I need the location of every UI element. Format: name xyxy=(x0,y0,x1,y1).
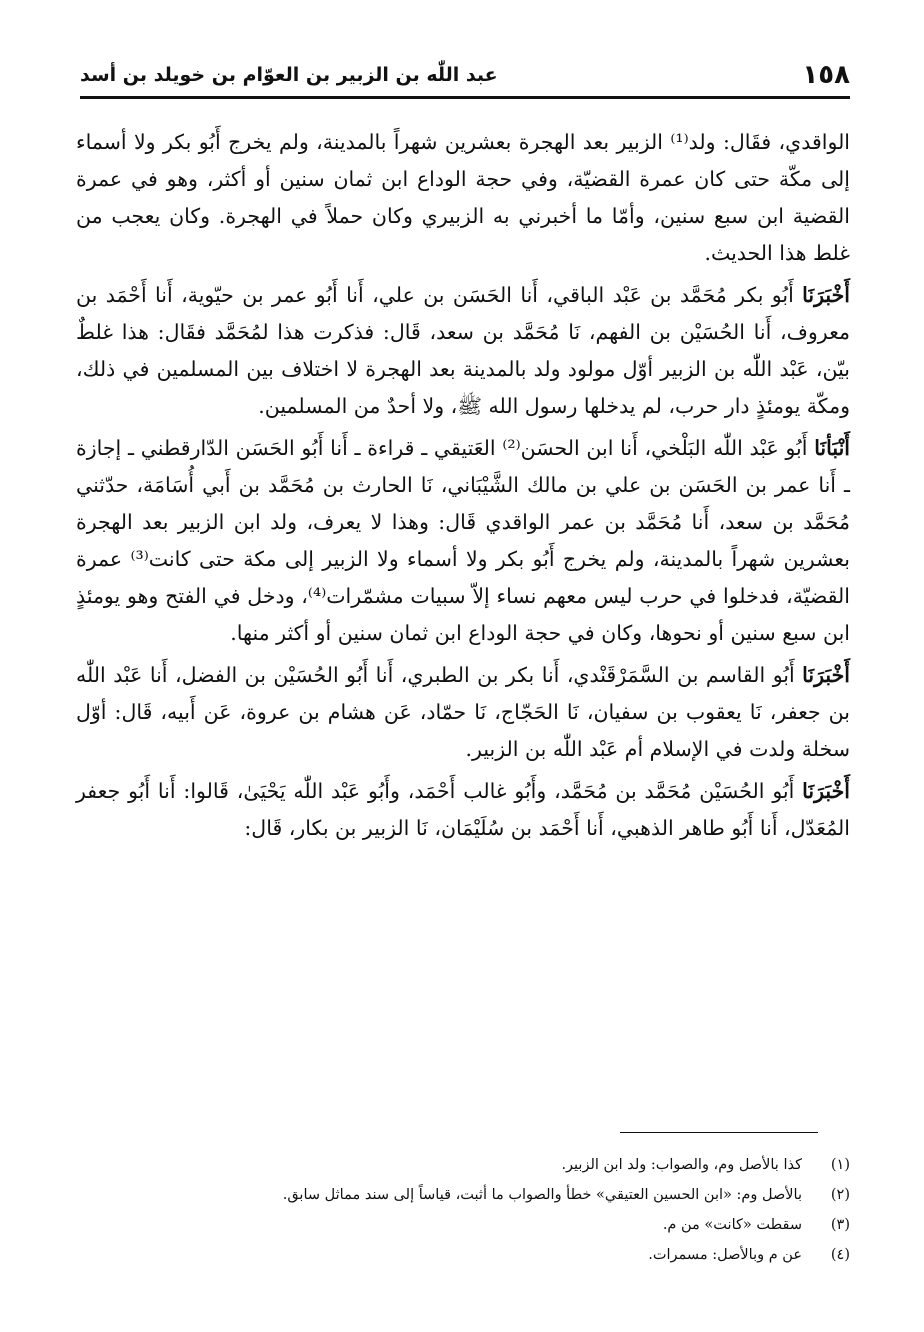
paragraph xyxy=(76,430,850,652)
paragraph-text: الواقدي، فقَال: ولد⁽¹⁾ الزبير بعد الهجرة بعشرين شهراً بالمدينة، ولم يخرج أَبُو بكر ولا أسماء إلى مكّة حتى كان عمرة القضيّة، وفي حجة الوداع ابن ثمان سنين أو أكثر، وهو في عمرة القضية ابن سبع سنين، وأمّا ما أخبرني به الزبيري وكان حملاً في الهجرة. وكان يعجب من غلط هذا الحديث. xyxy=(76,130,851,265)
paragraph xyxy=(76,773,850,847)
paragraph-lead: أَخْبَرَنَا xyxy=(802,283,850,307)
footnote xyxy=(76,1180,850,1210)
footnotes xyxy=(76,1150,850,1270)
footnote-number: (٢) xyxy=(830,1187,850,1203)
footnote-text: بالأصل وم: «ابن الحسين العتيقي» خطأ والصواب ما أثبت، قياساً إلى سند مماثل سابق. xyxy=(282,1187,802,1203)
footnote xyxy=(76,1150,850,1180)
paragraph xyxy=(76,657,850,768)
paragraph-lead: أَخْبَرَنَا xyxy=(802,663,850,687)
footnote-text: كذا بالأصل وم، والصواب: ولد ابن الزبير. xyxy=(561,1157,802,1173)
page-header xyxy=(80,56,850,99)
footnote xyxy=(76,1210,850,1240)
paragraph-lead: أَخْبَرَنَا xyxy=(802,779,850,803)
paragraph-text: أَبُو عَبْد اللّٰه البَلْخي، أَنا ابن الحسَن⁽²⁾ العَتيقي ـ قراءة ـ أَنا أَبُو الحَسَن الدّارقطني ـ إجازة ـ أَنا عمر بن الحَسَن بن علي بن مالك الشَّيْبَاني، نَا الحارث بن مُحَمَّد بن أَبي أُسَامَة، حدّثني مُحَمَّد بن سعد، أَنا مُحَمَّد بن عمر الواقدي قَال: وهذا لا يعرف، ولد ابن الزبير بعد الهجرة بعشرين شهراً بالمدينة، ولم يخرج أَبُو بكر ولا أسماء ولا الزبير إلى مكة حتى كانت⁽³⁾ عمرة القضيّة، فدخلوا في حرب ليس معهم نساء إلاّ سبيات مشمّرات⁽⁴⁾، ودخل في الفتح وهو يومئذٍ ابن سبع سنين أو نحوها، وكان في حجة الوداع ابن ثمان سنين أو أكثر منها. xyxy=(76,436,850,645)
paragraph-text: أَبُو القاسم بن السَّمَرْقَنْدي، أَنا بكر بن الطبري، أَنا أَبُو الحُسَيْن بن الفضل، أَنا عَبْد اللّٰه بن جعفر، نَا يعقوب بن سفيان، نَا الحَجّاج، نَا حمّاد، عَن هشام بن عروة، عَن أَبيه، قَال: أوّل سخلة ولدت في الإسلام أم عَبْد اللّٰه بن الزبير. xyxy=(76,663,850,761)
footnote-number: (٤) xyxy=(830,1247,850,1263)
paragraph-text: أَبُو بكر مُحَمَّد بن عَبْد الباقي، أَنا الحَسَن بن علي، أَنا أَبُو عمر بن حيّوية، أَنا أَحْمَد بن معروف، أَنا الحُسَيْن بن الفهم، نَا مُحَمَّد بن سعد، قَال: فذكرت هذا لمُحَمَّد فقَال: هذا غلطٌ بيّن، عَبْد اللّٰه بن الزبير أوّل مولود ولد بالمدينة بعد الهجرة لا اختلاف بين المسلمين في ذلك، ومكّة يومئذٍ دار حرب، لم يدخلها رسول الله ﷺ، ولا أحدٌ من المسلمين. xyxy=(76,283,850,418)
paragraph-lead: أَنْبَأنَا xyxy=(814,436,850,460)
paragraph-text: أَبُو الحُسَيْن مُحَمَّد بن مُحَمَّد، وأَبُو غالب أَحْمَد، وأَبُو عَبْد اللّٰه يَحْيَىٰ، قَالوا: أَنا أَبُو جعفر المُعَدّل، أَنا أَبُو طاهر الذهبي، أَنا أَحْمَد بن سُلَيْمَان، نَا الزبير بن بكار، قَال: xyxy=(76,779,850,840)
footnote-text: عن م وبالأصل: مسمرات. xyxy=(648,1247,802,1263)
paragraph xyxy=(76,277,850,425)
body-text xyxy=(76,124,850,852)
footnote-text: سقطت «كانت» من م. xyxy=(662,1217,802,1233)
page-number: ١٥٨ xyxy=(802,60,850,90)
footnote-divider xyxy=(620,1132,818,1133)
running-title: عبد اللّٰه بن الزبير بن العوّام بن خويلد بن أسد xyxy=(80,64,498,86)
footnote-number: (٣) xyxy=(830,1217,850,1233)
paragraph xyxy=(76,124,850,272)
footnote xyxy=(76,1240,850,1270)
footnote-number: (١) xyxy=(830,1157,850,1173)
